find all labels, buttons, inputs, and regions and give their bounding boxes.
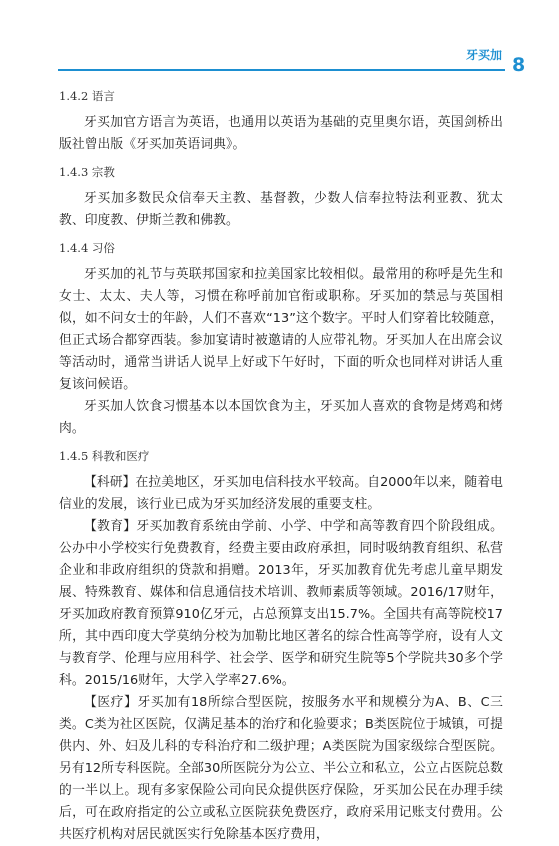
paragraph xyxy=(59,264,503,396)
paragraph-text: 牙买加有18所综合型医院，按服务水平和规模分为A、B、C三类。C类为社区医院，仅满足基本的治疗和化验要求；B类医院位于城镇，可提供内、外、妇及儿科的专科治疗和二级护理；A类医院为国家级综合型医院。另有12所专科医院。全部30所医院分为公立、半公立和私立，公立占医院总数的一半以上。现有多家保险公司向民众提供医疗保险，牙买加公民在办理手续后，可在政府指定的公立或私立医院获免费医疗，政府采用记账支付费用。公共医疗机构对居民就医实行免除基本医疗费用， xyxy=(59,695,504,842)
paragraph-research xyxy=(59,472,503,516)
paragraph-label: 【科研】 xyxy=(84,475,136,490)
header-divider xyxy=(58,69,505,71)
paragraph-text: 牙买加多数民众信奉天主教、基督教，少数人信奉拉特法利亚教、犹太教、印度教、伊斯兰教和佛教。 xyxy=(59,191,503,228)
page-body xyxy=(59,86,503,846)
paragraph-text: 牙买加人饮食习惯基本以本国饮食为主，牙买加人喜欢的食物是烤鸡和烤肉。 xyxy=(59,399,503,436)
section-heading-religion: 1.4.3 宗教 xyxy=(59,165,115,179)
paragraph-text: 牙买加官方语言为英语，也通用以英语为基础的克里奥尔语，英国剑桥出版社曾出版《牙买加英语词典》。 xyxy=(59,115,503,152)
paragraph xyxy=(59,396,503,440)
paragraph-label: 【医疗】 xyxy=(84,695,138,710)
section-heading-language: 1.4.2 语言 xyxy=(59,89,115,103)
paragraph-education xyxy=(59,516,503,692)
paragraph xyxy=(59,112,503,156)
section-heading-customs: 1.4.4 习俗 xyxy=(59,241,115,255)
page-number: 8 xyxy=(512,54,526,76)
header-title: 牙买加 xyxy=(465,48,502,62)
section-heading-science-education-medical: 1.4.5 科教和医疗 xyxy=(59,449,150,463)
paragraph-text: 在拉美地区，牙买加电信科技水平较高。自2000年以来，随着电信业的发展，该行业已成为牙买加经济发展的重要支柱。 xyxy=(59,475,503,512)
paragraph-text: 牙买加的礼节与英联邦国家和拉美国家比较相似。最常用的称呼是先生和女士、太太、夫人等，习惯在称呼前加官衔或职称。牙买加的禁忌与英国相似，如不问女士的年龄，人们不喜欢“13”这个数字。平时人们穿着比较随意，但正式场合都穿西装。参加宴请时被邀请的人应带礼物。牙买加人在出席会议等活动时，通常当讲话人说早上好或下午好时，下面的听众也同样对讲话人重复该问候语。 xyxy=(59,267,503,392)
paragraph-label: 【教育】 xyxy=(84,519,137,534)
paragraph-text: 牙买加教育系统由学前、小学、中学和高等教育四个阶段组成。公办中小学校实行免费教育，经费主要由政府承担，同时吸纳教育组织、私营企业和非政府组织的贷款和捐赠。2013年，牙买加教育优先考虑儿童早期发展、特殊教育、媒体和信息通信技术培训、教师素质等领域。2016/17财年，牙买加政府教育预算910亿牙元，占总预算支出15.7%。全国共有高等院校17所，其中西印度大学莫纳分校为加勒比地区著名的综合性高等学府，设有人文与教育学、伦理与应用科学、社会学、医学和研究生院等5个学院共30多个学科。2015/16财年，大学入学率27.6%。 xyxy=(59,519,503,688)
paragraph xyxy=(59,188,503,232)
paragraph-medical xyxy=(59,692,503,846)
